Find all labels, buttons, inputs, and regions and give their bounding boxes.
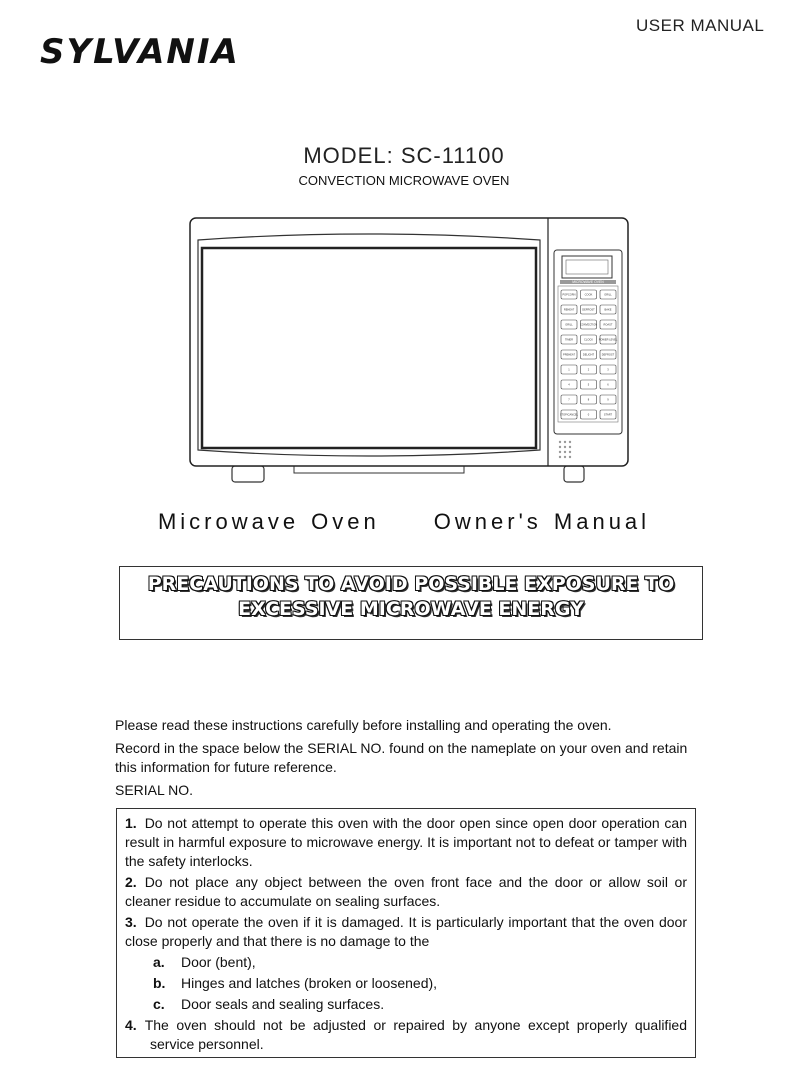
keypad-button-label: ROAST <box>603 323 613 327</box>
intro-paragraph-2: Record in the space below the SERIAL NO. found on the nameplate on your oven and retain this information for future reference. <box>115 740 688 775</box>
keypad-button-label: BAKE <box>604 308 612 312</box>
microwave-oven-illustration <box>188 216 632 486</box>
owners-manual-heading <box>0 509 808 535</box>
intro-paragraph-1: Please read these instructions carefully before installing and operating the oven. <box>115 717 612 733</box>
keypad-button-label: 1 <box>568 368 570 372</box>
list-item: 1. Do not attempt to operate this oven with the door open since open door operation can result in harmful exposure to microwave energy. It is important not to defeat or tamper with the safety interlocks. <box>125 815 687 869</box>
keypad-button-label: COOK <box>584 293 593 297</box>
keypad-button-label: DEFROST <box>601 353 615 357</box>
keypad-button-label: 0 <box>587 413 590 417</box>
serial-number-label: SERIAL NO. <box>115 782 194 798</box>
keypad-button-label: 8 <box>587 398 590 402</box>
sub-list-item: c. Door seals and sealing surfaces. <box>153 996 385 1012</box>
owners-manual-title-left: Microwave Oven <box>157 509 380 534</box>
keypad-button-label: START <box>603 413 613 417</box>
keypad-button-label: POPCORN <box>562 293 576 297</box>
keypad-button-label: 4 <box>568 383 570 387</box>
keypad-button-label: POWER LEVEL <box>598 338 618 342</box>
precautions-list <box>116 808 696 1058</box>
keypad-button-label: CONVECTION <box>579 323 598 327</box>
list-item: 2. Do not place any object between the oven front face and the door or allow soil or cleaner residue to accumulate on sealing surfaces. <box>125 874 687 909</box>
intro-section <box>115 716 705 804</box>
list-item: 3. Do not operate the oven if it is damaged. It is particularly important that the oven door close properly and that there is no damage to the <box>125 914 687 949</box>
keypad-button-label: PREHEAT <box>562 353 576 357</box>
keypad-button-label: CLOCK <box>584 338 593 342</box>
brand-logo: SYLVANIA <box>40 32 240 72</box>
product-type: CONVECTION MICROWAVE OVEN <box>298 173 510 188</box>
keypad-button-label: 7 <box>568 398 570 402</box>
keypad-button-label: 9 <box>607 398 609 402</box>
keypad-button-label: DELIGHT <box>582 353 595 357</box>
user-manual-label: USER MANUAL <box>636 16 765 35</box>
keypad-button-label: TIMER <box>564 338 574 342</box>
owners-manual-title-right: Owner's Manual <box>433 509 651 534</box>
keypad-button-label: GRILL <box>604 293 612 297</box>
precautions-banner <box>119 566 703 640</box>
keypad-button-label: DEFROST <box>582 308 595 312</box>
keypad-button-label: STOP/CANCEL <box>559 413 579 417</box>
keypad-button-label: 6 <box>607 383 609 387</box>
sub-list-item: b. Hinges and latches (broken or loosened), <box>153 975 438 991</box>
control-panel-label: MICROWAVE OVEN <box>572 280 604 285</box>
oven-keypad <box>560 290 618 419</box>
sub-list-item: a. Door (bent), <box>153 954 256 970</box>
list-item: 4. The oven should not be adjusted or repaired by anyone except properly qualified service personnel. <box>125 1017 687 1052</box>
keypad-button-label: GRILL <box>565 323 573 327</box>
precautions-line-2: EXCESSIVE MICROWAVE ENERGY <box>238 598 584 620</box>
keypad-button-label: 3 <box>607 368 609 372</box>
keypad-button-label: REHEAT <box>563 308 575 312</box>
model-number: MODEL: SC-11100 <box>303 143 505 168</box>
precautions-line-1: PRECAUTIONS TO AVOID POSSIBLE EXPOSURE TO <box>147 573 675 595</box>
keypad-button-label: 2 <box>587 368 590 372</box>
keypad-button-label: 5 <box>587 383 590 387</box>
